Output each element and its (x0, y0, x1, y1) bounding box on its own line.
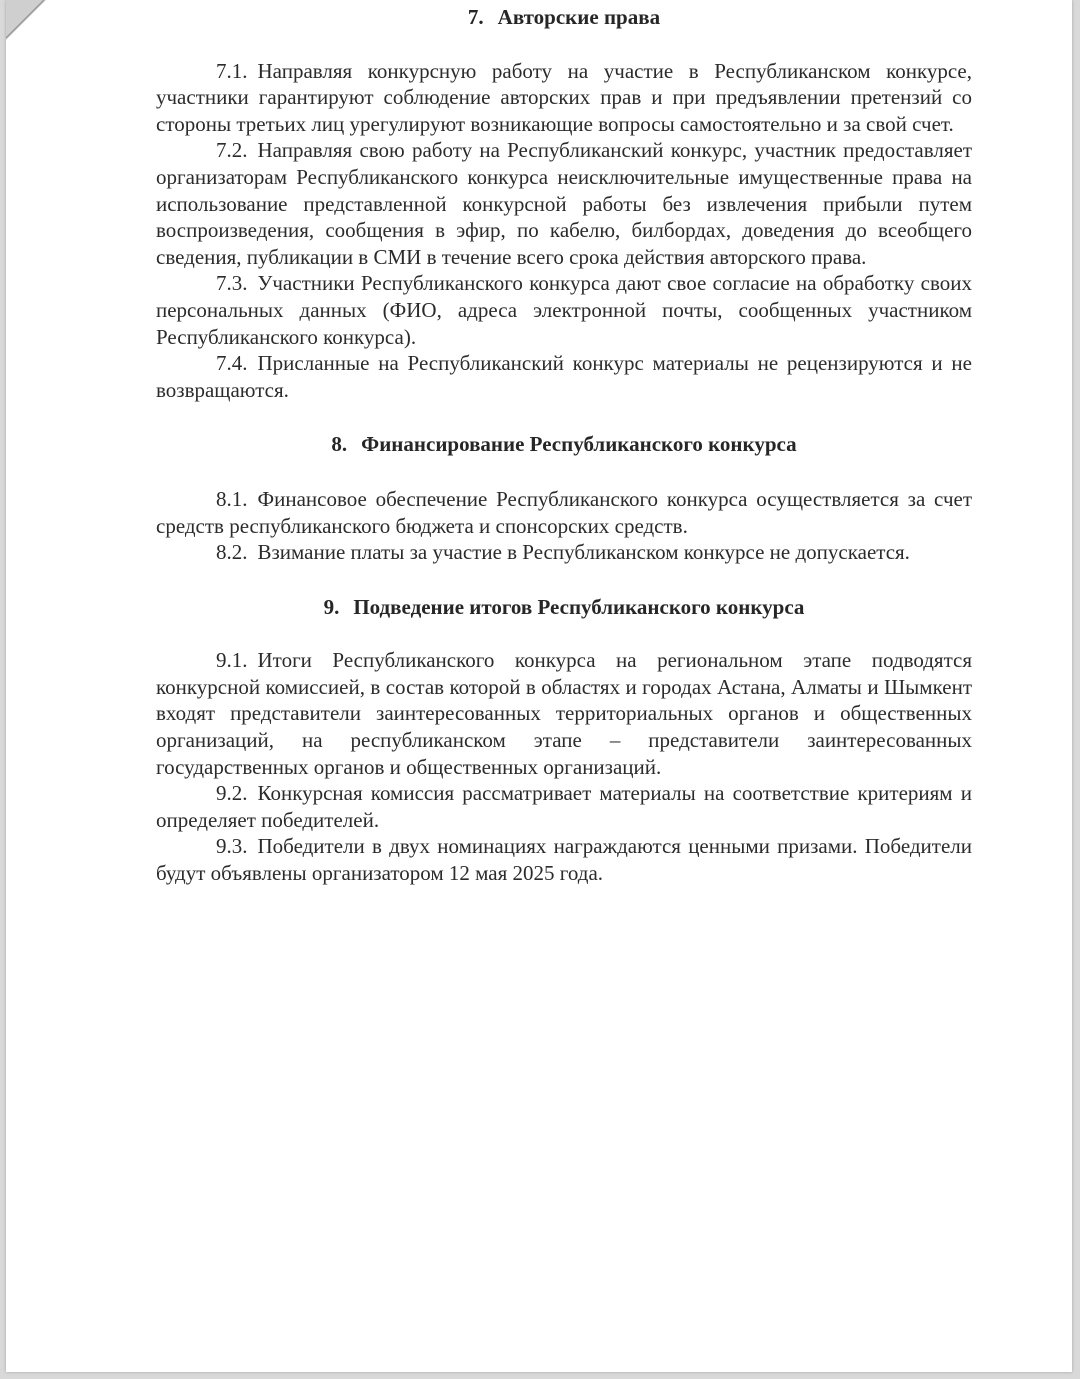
document-page (6, 0, 1072, 1372)
section-9-title: 9. Подведение итогов Республиканского конкурса (323, 594, 805, 619)
section-8-title: 8. Финансирование Республиканского конкурса (331, 432, 797, 457)
document-body (156, 4, 972, 887)
paragraph-7-1: 7.1. Направляя конкурсную работу на участие в Республиканском конкурсе, участники гарантируют соблюдение авторских прав и при предъявлении претензий со стороны третьих лиц урегулируют возникающие вопросы самостоятельно и за свой счет. (156, 58, 972, 136)
paragraph-9-3: 9.3. Победители в двух номинациях награждаются ценными призами. Победители будут объявлены организатором 12 мая 2025 года. (156, 834, 972, 886)
paragraph-8-2: 8.2. Взимание платы за участие в Республиканском конкурсе не допускается. (216, 540, 910, 565)
page-corner-fold (6, 0, 46, 40)
paragraph-8-1: 8.1. Финансовое обеспечение Республиканского конкурса осуществляется за счет средств республиканского бюджета и спонсорских средств. (156, 486, 972, 538)
paragraph-7-3: 7.3. Участники Республиканского конкурса дают свое согласие на обработку своих персональных данных (ФИО, адреса электронной почты, сообщенных участником Республиканского конкурса). (156, 271, 972, 349)
paragraph-7-2: 7.2. Направляя свою работу на Республиканский конкурс, участник предоставляет организаторам Республиканского конкурса неисключительные имущественные права на использование представленной конкурсной работы без извлечения прибыли путем воспроизведения, сообщения в эфир, по кабелю, билбордах, доведения до всеобщего сведения, публикации в СМИ в течение всего срока действия авторского права. (156, 138, 972, 269)
paragraph-9-1: 9.1. Итоги Республиканского конкурса на региональном этапе подводятся конкурсной комиссией, в состав которой в областях и городах Астана, Алматы и Шымкент входят представители заинтересованных территориальных органов и общественных организаций, на республиканском этапе – представители заинтересованных государственных органов и общественных организаций. (156, 648, 972, 779)
section-7-title: 7. Авторские права (467, 5, 661, 29)
paragraph-9-2: 9.2. Конкурсная комиссия рассматривает материалы на соответствие критериям и определяет победителей. (156, 781, 972, 832)
paragraph-7-4: 7.4. Присланные на Республиканский конкурс материалы не рецензируются и не возвращаются. (156, 351, 972, 402)
